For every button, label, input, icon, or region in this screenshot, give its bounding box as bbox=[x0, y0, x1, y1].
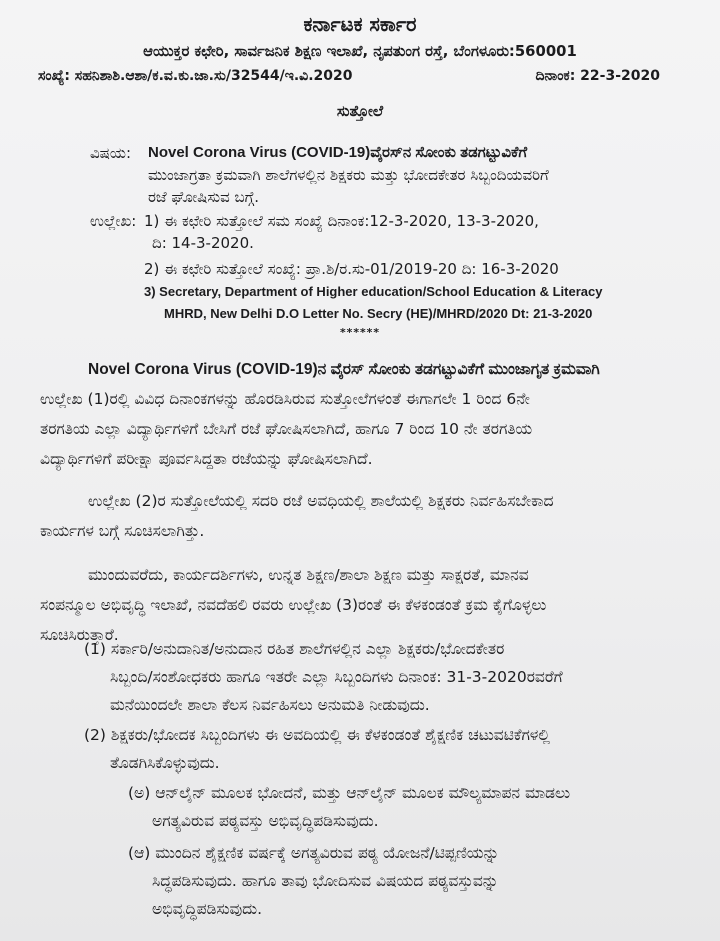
reference-item: 1) ಈ ಕಛೇರಿ ಸುತ್ತೋಲೆ ಸಮ ಸಂಖ್ಯೆ ದಿನಾಂಕ:12-3-2020, 13-3-2020, bbox=[144, 212, 539, 230]
sublist-item: ಅಭಿವೃದ್ಧಿಪಡಿಸುವುದು. bbox=[152, 900, 263, 918]
sublist-item: (ಅ) ಆನ್‌ಲೈನ್ ಮೂಲಕ ಭೋದನೆ, ಮತ್ತು ಆನ್‌ಲೈನ್ ಮೂಲಕ ಮೌಲ್ಯಮಾಪನ ಮಾಡಲು bbox=[128, 784, 571, 802]
list-item: (2) ಶಿಕ್ಷಕರು/ಭೋದಕ ಸಿಬ್ಬಂದಿಗಳು ಈ ಅವದಿಯಲ್ಲಿ ಈ ಕೆಳಕಂಡಂತೆ ಶೈಕ್ಷಣಿಕ ಚಟುವಟಿಕೆಗಳಲ್ಲಿ bbox=[84, 726, 550, 744]
sublist-item: ಸಿದ್ಧಪಡಿಸುವುದು. ಹಾಗೂ ತಾವು ಭೋದಿಸುವ ವಿಷಯದ ಪಠ್ಯವಸ್ತುವನ್ನು bbox=[152, 872, 499, 890]
paragraph-line: ಸೂಚಿಸಿರುತ್ತಾರೆ. bbox=[40, 626, 119, 644]
list-item: ಮನೆಯಿಂದಲೇ ಶಾಲಾ ಕೆಲಸ ನಿರ್ವಹಿಸಲು ಅನುಮತಿ ನೀಡುವುದು. bbox=[110, 696, 430, 714]
sublist-item: (ಆ) ಮುಂದಿನ ಶೈಕ್ಷಣಿಕ ವರ್ಷಕ್ಕೆ ಅಗತ್ಯವಿರುವ ಪಠ್ಯ ಯೋಜನೆ/ಟಿಪ್ಪಣಿಯನ್ನು bbox=[128, 844, 500, 862]
subject-label: ವಿಷಯ: bbox=[90, 144, 131, 162]
paragraph-line: ಉಲ್ಲೇಖ (1)ರಲ್ಲಿ ವಿವಿಧ ದಿನಾಂಕಗಳನ್ನು ಹೊರಡಿಸಿರುವ ಸುತ್ತೋಲೆಗಳಂತೆ ಈಗಾಗಲೇ 1 ರಿಂದ 6ನೇ bbox=[40, 390, 530, 408]
reference-item: MHRD, New Delhi D.O Letter No. Secry (HE)/MHRD/2020 Dt: 21-3-2020 bbox=[164, 306, 593, 321]
paragraph-line: ವಿದ್ಯಾರ್ಥಿಗಳಿಗೆ ಪರೀಕ್ಷಾ ಪೂರ್ವಸಿದ್ದತಾ ರಜೆಯನ್ನು ಘೋಷಿಸಲಾಗಿದೆ. bbox=[40, 450, 373, 468]
paragraph-line bbox=[88, 360, 600, 380]
reference-number: ಸಂಖ್ಯೆ: ಸಹನಿಶಾಶಿ.ಆಶಾ/ಕ.ವ.ಕು.ಜಾ.ಸು/32544/ಇ.ವಿ.2020 bbox=[38, 68, 353, 84]
paragraph-line: ತರಗತಿಯ ಎಲ್ಲಾ ವಿದ್ಯಾರ್ಥಿಗಳಿಗೆ ಬೇಸಿಗೆ ರಜೆ ಘೋಷಿಸಲಾಗಿದೆ, ಹಾಗೂ 7 ರಿಂದ 10 ನೇ ತರಗತಿಯ bbox=[40, 420, 533, 438]
list-item: ತೊಡಗಿಸಿಕೊಳ್ಳುವುದು. bbox=[110, 754, 220, 772]
separator: ****** bbox=[339, 326, 381, 339]
reference-item: 2) ಈ ಕಛೇರಿ ಸುತ್ತೋಲೆ ಸಂಖ್ಯೆ: ಪ್ರಾ.ಶಿ/ರ.ಸು-01/2019-20 ದಿ: 16-3-2020 bbox=[144, 260, 559, 278]
subject-line: ರಜೆ ಘೋಷಿಸುವ ಬಗ್ಗೆ. bbox=[148, 188, 259, 206]
reference-item: ದಿ: 14-3-2020. bbox=[152, 234, 254, 252]
reference-item: 3) Secretary, Department of Higher education/School Education & Literacy bbox=[144, 284, 603, 299]
list-item: (1) ಸರ್ಕಾರಿ/ಅನುದಾನಿತ/ಅನುದಾನ ರಹಿತ ಶಾಲೆಗಳಲ್ಲಿನ ಎಲ್ಲಾ ಶಿಕ್ಷಕರು/ಭೋದಕೇತರ bbox=[84, 640, 505, 658]
sublist-item: ಅಗತ್ಯವಿರುವ ಪಠ್ಯವಸ್ತು ಅಭಿವೃದ್ಧಿಪಡಿಸುವುದು. bbox=[152, 812, 379, 830]
document-date: ದಿನಾಂಕ: 22-3-2020 bbox=[535, 68, 660, 84]
office-address: ಆಯುಕ್ತರ ಕಛೇರಿ, ಸಾರ್ವಜನಿಕ ಶಿಕ್ಷಣ ಇಲಾಖೆ, ನೃಪತುಂಗ ರಸ್ತೆ, ಬೆಂಗಳೂರು:560001 bbox=[143, 42, 577, 60]
paragraph-line: ಸಂಪನ್ಮೂಲ ಅಭಿವೃದ್ಧಿ ಇಲಾಖೆ, ನವದೆಹಲಿ ರವರು ಉಲ್ಲೇಖ (3)ರಂತೆ ಈ ಕೆಳಕಂಡಂತೆ ಕ್ರಮ ಕೈಗೊಳ್ಳಲು bbox=[40, 596, 547, 614]
paragraph-line: ಕಾರ್ಯಗಳ ಬಗ್ಗೆ ಸೂಚಿಸಲಾಗಿತ್ತು. bbox=[40, 522, 205, 540]
paragraph-line: ಉಲ್ಲೇಖ (2)ರ ಸುತ್ತೋಲೆಯಲ್ಲಿ ಸದರಿ ರಜೆ ಅವಧಿಯಲ್ಲಿ ಶಾಲೆಯಲ್ಲಿ ಶಿಕ್ಷಕರು ನಿರ್ವಹಿಸಬೇಕಾದ bbox=[88, 492, 554, 510]
circular-heading: ಸುತ್ತೋಲೆ bbox=[336, 102, 384, 120]
document-title: ಕರ್ನಾಟಕ ಸರ್ಕಾರ bbox=[303, 12, 417, 36]
paragraph-line: ಮುಂದುವರೆದು, ಕಾರ್ಯದರ್ಶಿಗಳು, ಉನ್ನತ ಶಿಕ್ಷಣ/ಶಾಲಾ ಶಿಕ್ಷಣ ಮತ್ತು ಸಾಕ್ಷರತೆ, ಮಾನವ bbox=[88, 566, 529, 584]
references-label: ಉಲ್ಲೇಖ: bbox=[90, 212, 137, 230]
subject-line: ಮುಂಜಾಗ್ರತಾ ಕ್ರಮವಾಗಿ ಶಾಲೆಗಳಲ್ಲಿನ ಶಿಕ್ಷಕರು ಮತ್ತು ಭೋದಕೇತರ ಸಿಬ್ಬಂದಿಯವರಿಗೆ bbox=[148, 166, 549, 184]
paragraph-text: Novel Corona Virus (COVID-19)ನ ವೈರಸ್ ಸೋಂಕು ತಡಗಟ್ಟುವಿಕೆಗೆ ಮುಂಜಾಗೃತ ಕ್ರಮವಾಗಿ bbox=[88, 361, 600, 378]
subject-line: Novel Corona Virus (COVID-19)ವೈರಸ್‌ನ ಸೋಂಕು ತಡಗಟ್ಟುವಿಕೆಗೆ bbox=[148, 144, 528, 161]
list-item: ಸಿಬ್ಬಂದಿ/ಸಂಶೋಧಕರು ಹಾಗೂ ಇತರೇ ಎಲ್ಲಾ ಸಿಬ್ಬಂದಿಗಳು ದಿನಾಂಕ: 31-3-2020ರವರೆಗೆ bbox=[110, 668, 563, 686]
